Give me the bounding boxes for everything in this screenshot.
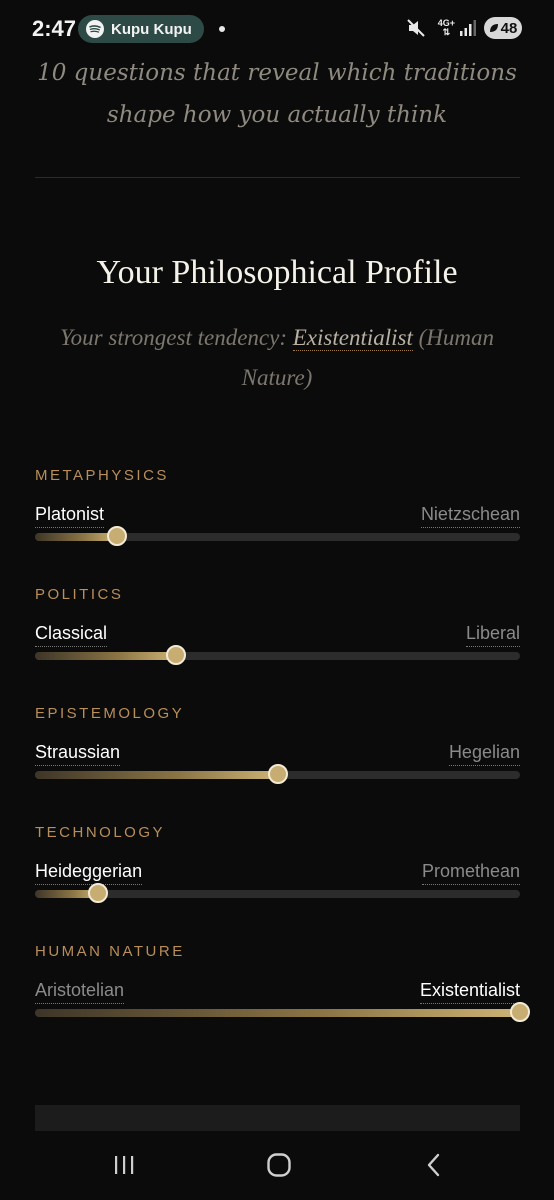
axis-human-nature xyxy=(35,943,520,1043)
battery-saver-icon xyxy=(489,23,499,33)
slider-fill xyxy=(35,771,278,779)
pole-right[interactable]: Promethean xyxy=(422,861,520,885)
divider xyxy=(35,177,520,178)
pole-left[interactable]: Classical xyxy=(35,623,107,647)
status-time: 2:47 xyxy=(32,16,77,41)
home-icon xyxy=(266,1152,292,1178)
tendency-prefix: Your strongest tendency: xyxy=(59,325,293,350)
pole-left[interactable]: Aristotelian xyxy=(35,980,124,1004)
slider-track xyxy=(35,890,520,898)
pole-left[interactable]: Straussian xyxy=(35,742,120,766)
recent-apps-icon xyxy=(112,1154,136,1176)
axis-epistemology xyxy=(35,705,520,805)
navigation-bar xyxy=(0,1131,554,1200)
axis-label: METAPHYSICS xyxy=(35,467,169,484)
slider-track xyxy=(35,1009,520,1017)
status-icons xyxy=(406,17,522,39)
profile-title: Your Philosophical Profile xyxy=(96,254,458,291)
slider-fill xyxy=(35,533,117,541)
back-button[interactable] xyxy=(414,1149,454,1181)
slider-track xyxy=(35,533,520,541)
signal-icon xyxy=(459,19,477,37)
back-icon xyxy=(424,1153,444,1177)
media-title: Kupu Kupu xyxy=(111,20,192,38)
media-pill[interactable] xyxy=(78,15,204,43)
spotify-icon xyxy=(86,20,104,38)
quiz-subtitle: 10 questions that reveal which traditions shape how you actually think xyxy=(37,60,517,128)
slider-fill xyxy=(35,652,176,660)
pole-right[interactable]: Existentialist xyxy=(420,980,520,1004)
axis-technology xyxy=(35,824,520,924)
recent-apps-button[interactable] xyxy=(104,1149,144,1181)
slider-thumb xyxy=(268,764,288,784)
battery-indicator xyxy=(484,17,522,39)
slider-thumb xyxy=(88,883,108,903)
axis-label: TECHNOLOGY xyxy=(35,824,166,841)
battery-level: 48 xyxy=(500,19,518,37)
slider-track xyxy=(35,771,520,779)
axis-politics xyxy=(35,586,520,686)
axis-metaphysics xyxy=(35,467,520,567)
next-section-card xyxy=(35,1105,520,1131)
pole-right[interactable]: Liberal xyxy=(466,623,520,647)
pole-left[interactable]: Platonist xyxy=(35,504,104,528)
mute-icon xyxy=(406,18,426,38)
network-type: 4G+ xyxy=(437,18,455,28)
home-button[interactable] xyxy=(259,1149,299,1181)
slider-thumb xyxy=(510,1002,530,1022)
tendency-highlight[interactable]: Existentialist xyxy=(292,325,413,350)
slider-thumb xyxy=(166,645,186,665)
slider-track xyxy=(35,652,520,660)
slider-thumb xyxy=(107,526,127,546)
pole-left[interactable]: Heideggerian xyxy=(35,861,142,885)
strongest-tendency xyxy=(52,318,502,398)
pole-right[interactable]: Hegelian xyxy=(449,742,520,766)
axis-label: HUMAN NATURE xyxy=(35,943,185,960)
tendency-suffix: (Human Nature) xyxy=(241,325,494,390)
network-label: 4G+ ⇅ xyxy=(437,18,455,37)
slider-fill xyxy=(35,1009,520,1017)
notification-dot xyxy=(219,26,225,32)
status-bar xyxy=(0,0,554,58)
axis-label: POLITICS xyxy=(35,586,124,603)
pole-right[interactable]: Nietzschean xyxy=(421,504,520,528)
axis-label: EPISTEMOLOGY xyxy=(35,705,185,722)
